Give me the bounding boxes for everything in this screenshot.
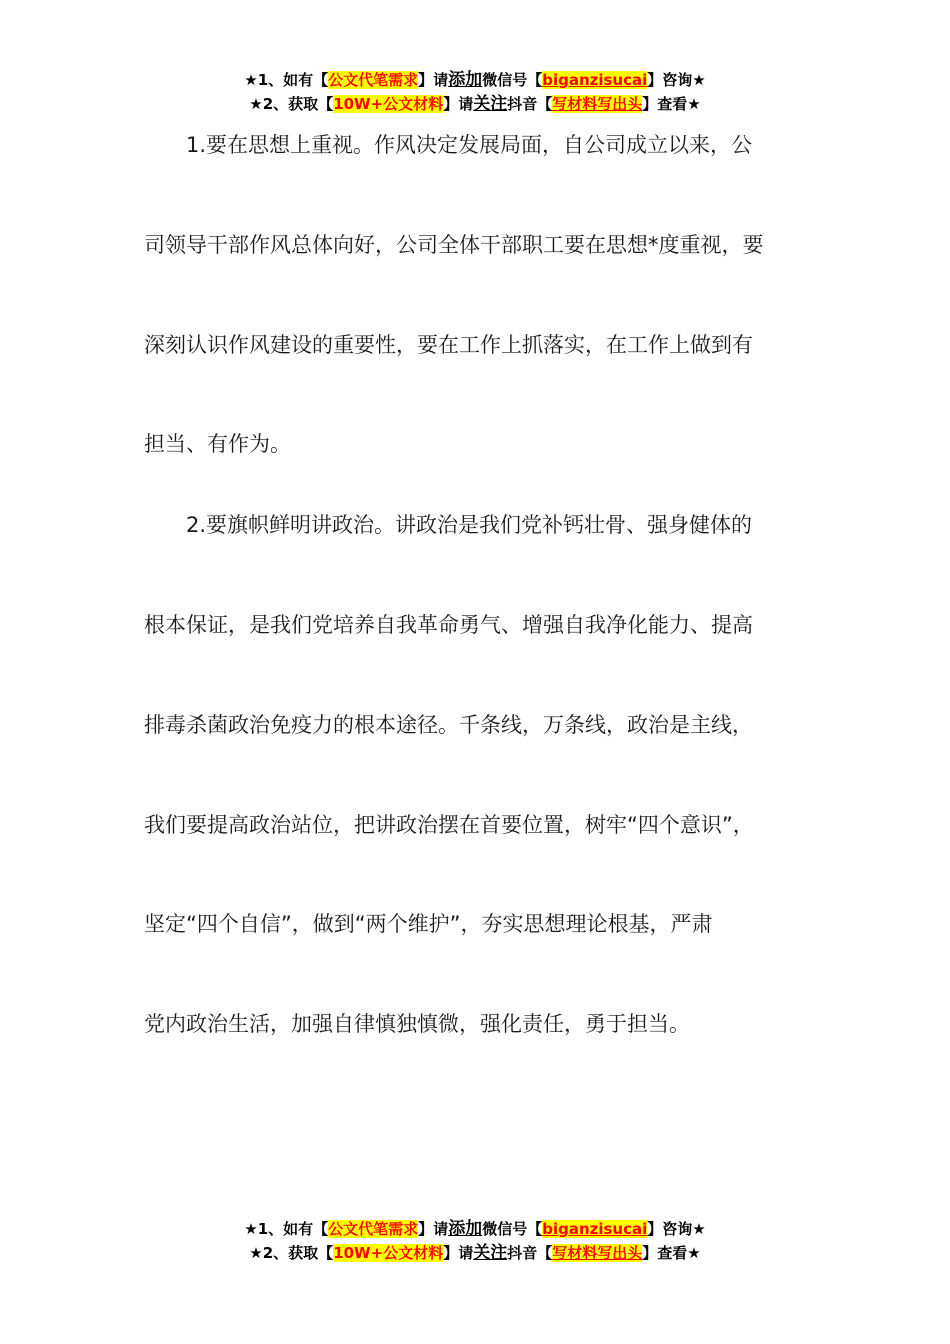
douyin-account-label: 写材料写出头	[552, 95, 643, 113]
body-line: 担当、有作为。	[144, 432, 291, 456]
douyin-account-label: 写材料写出头	[552, 1244, 643, 1262]
banner-text: 微信号【	[482, 1220, 543, 1238]
footer-banner	[0, 1217, 950, 1265]
emphasis-text: 添加	[448, 70, 483, 90]
header-banner-line-1	[0, 68, 950, 92]
emphasis-text: 关注	[473, 1243, 508, 1263]
banner-text: 】查看★	[642, 1244, 701, 1262]
banner-text: 】咨询★	[647, 71, 706, 89]
banner-text: ★2、获取【	[249, 95, 334, 113]
body-line: 坚定“四个自信”，做到“两个维护”，夯实思想理论根基，严肃	[144, 912, 713, 936]
banner-text: 微信号【	[482, 71, 543, 89]
emphasis-text: 关注	[473, 94, 508, 114]
banner-text: 】请	[418, 1220, 449, 1238]
banner-text: ★2、获取【	[249, 1244, 334, 1262]
banner-text: 抖音【	[507, 1244, 553, 1262]
highlighted-material-label: 10W+公文材料	[333, 1244, 444, 1262]
banner-text: ★1、如有【	[244, 71, 329, 89]
highlighted-service-label: 公文代笔需求	[328, 71, 419, 89]
body-line: 根本保证，是我们党培养自我革命勇气、增强自我净化能力、提高	[144, 613, 753, 637]
highlighted-service-label: 公文代笔需求	[328, 1220, 419, 1238]
body-line: 我们要提高政治站位，把讲政治摆在首要位置，树牢“四个意识”，	[144, 813, 754, 837]
banner-text: ★1、如有【	[244, 1220, 329, 1238]
footer-banner-line-1	[0, 1217, 950, 1241]
banner-text: 】请	[418, 71, 449, 89]
highlighted-material-label: 10W+公文材料	[333, 95, 444, 113]
body-line: 2.要旗帜鲜明讲政治。讲政治是我们党补钙壮骨、强身健体的	[144, 513, 753, 537]
wechat-id-label: biganzisucai	[542, 71, 648, 89]
banner-text: 】请	[443, 95, 474, 113]
header-banner-line-2	[0, 92, 950, 116]
header-banner	[0, 68, 950, 116]
body-line: 排毒杀菌政治免疫力的根本途径。千条线，万条线，政治是主线，	[144, 713, 753, 737]
banner-text: 】咨询★	[647, 1220, 706, 1238]
banner-text: 抖音【	[507, 95, 553, 113]
emphasis-text: 添加	[448, 1219, 483, 1239]
banner-text: 】查看★	[642, 95, 701, 113]
body-line: 1.要在思想上重视。作风决定发展局面，自公司成立以来，公	[144, 133, 753, 157]
body-line: 司领导干部作风总体向好，公司全体干部职工要在思想*度重视，要	[144, 233, 764, 257]
wechat-id-label: biganzisucai	[542, 1220, 648, 1238]
footer-banner-line-2	[0, 1241, 950, 1265]
body-line: 深刻认识作风建设的重要性，要在工作上抓落实，在工作上做到有	[144, 333, 753, 357]
body-line: 党内政治生活，加强自律慎独慎微，强化责任，勇于担当。	[144, 1012, 690, 1036]
banner-text: 】请	[443, 1244, 474, 1262]
